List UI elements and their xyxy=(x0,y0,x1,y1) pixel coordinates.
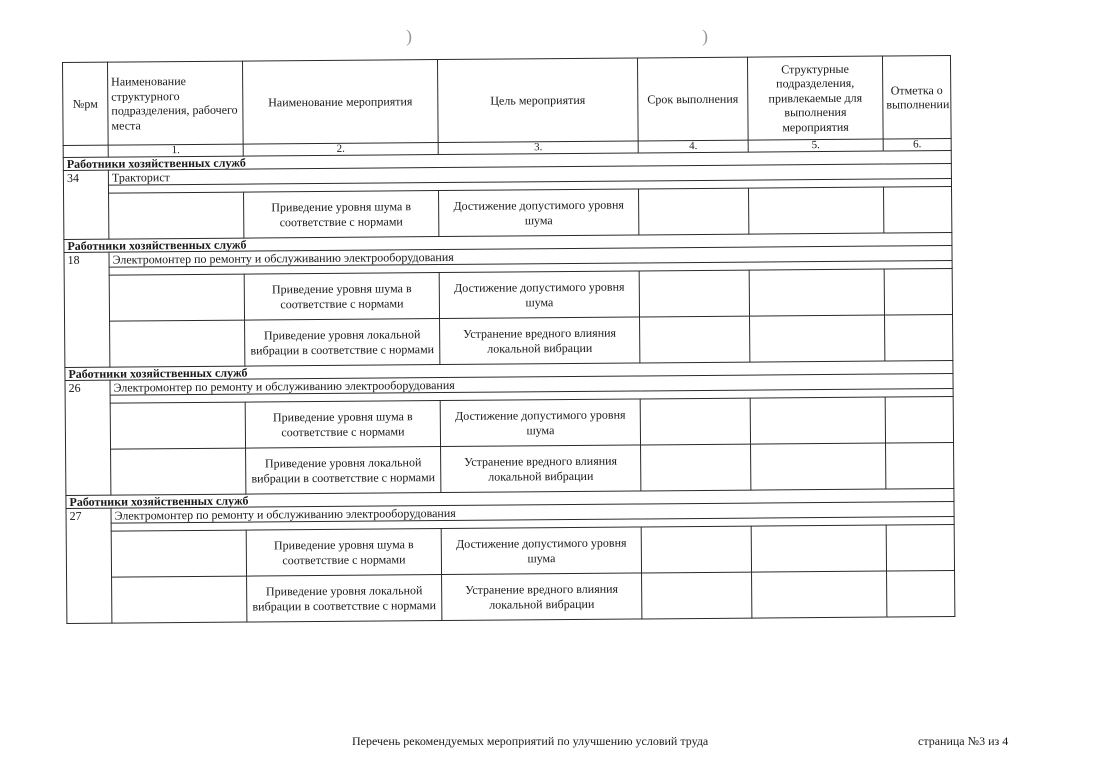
activity-row xyxy=(64,187,952,240)
activity-name: Приведение уровня шума в соответствие с нормами xyxy=(244,273,439,321)
scan-mark: ) xyxy=(406,26,412,46)
workplace-name: Электромонтер по ремонту и обслуживанию электрооборудования xyxy=(109,246,952,268)
empty-cell xyxy=(111,448,246,495)
group-label: Работники хозяйственных служб xyxy=(64,233,952,253)
activity-goal: Устранение вредного влияния локальной вибрации xyxy=(442,573,642,621)
activity-row xyxy=(65,315,953,368)
empty-cell xyxy=(110,402,245,449)
measures-table xyxy=(62,55,955,624)
departments-cell xyxy=(749,187,884,234)
footer-title: Перечень рекомендуемых мероприятий по улучшению условий труда xyxy=(352,734,709,748)
departments-cell xyxy=(750,397,885,444)
deadline-cell xyxy=(641,444,751,491)
deadline-cell xyxy=(639,188,749,235)
activity-name: Приведение уровня локальной вибрации в соответствие с нормами xyxy=(245,319,440,367)
header-cell: Срок выполнения xyxy=(637,57,748,141)
completion-mark-cell xyxy=(887,571,955,618)
empty-cell xyxy=(109,192,244,239)
activity-goal: Достижение допустимого уровня шума xyxy=(440,399,640,447)
workplace-name: Электромонтер по ремонту и обслуживанию электрооборудования xyxy=(111,502,954,524)
completion-mark-cell xyxy=(885,397,953,444)
activity-name: Приведение уровня шума в соответствие с нормами xyxy=(246,529,441,577)
empty-cell xyxy=(110,320,245,367)
activity-row xyxy=(67,571,955,624)
activity-goal: Достижение допустимого уровня шума xyxy=(439,271,639,319)
completion-mark-cell xyxy=(886,443,954,490)
empty-cell xyxy=(111,530,246,577)
column-number: 2. xyxy=(243,143,438,157)
completion-mark-cell xyxy=(886,525,954,572)
header-cell: Цель мероприятия xyxy=(437,58,638,143)
activity-row xyxy=(66,525,954,578)
workplace-number: 34 xyxy=(63,170,109,239)
activity-goal: Достижение допустимого уровня шума xyxy=(439,189,639,237)
deadline-cell xyxy=(640,316,750,363)
deadline-cell xyxy=(641,526,751,573)
activity-name: Приведение уровня шума в соответствие с нормами xyxy=(245,401,440,449)
completion-mark-cell xyxy=(885,315,953,362)
workplace-number: 18 xyxy=(64,252,110,367)
activity-name: Приведение уровня шума в соответствие с нормами xyxy=(244,191,439,239)
header-cell: Наименование структурного подразделения, рабочего места xyxy=(108,61,244,145)
header-cell: Структурные подразделения, привлекаемые для выполнения мероприятия xyxy=(747,56,883,140)
activity-row xyxy=(65,397,953,450)
activity-name: Приведение уровня локальной вибрации в соответствие с нормами xyxy=(246,447,441,495)
header-cell: Отметка о выполнении xyxy=(882,56,951,140)
deadline-cell xyxy=(639,270,749,317)
group-label: Работники хозяйственных служб xyxy=(65,361,953,381)
activity-row xyxy=(66,443,954,496)
page-number: страница №3 из 4 xyxy=(918,734,1009,748)
departments-cell xyxy=(751,525,886,572)
column-number: 1. xyxy=(108,144,243,157)
deadline-cell xyxy=(642,572,752,619)
column-number: 5. xyxy=(748,139,883,152)
column-number: 6. xyxy=(883,139,951,152)
document-page xyxy=(62,55,954,624)
column-number: 3. xyxy=(438,141,638,155)
completion-mark-cell xyxy=(884,269,952,316)
column-number xyxy=(63,145,108,157)
scan-mark: ) xyxy=(702,26,708,46)
group-label: Работники хозяйственных служб xyxy=(63,151,951,171)
departments-cell xyxy=(749,269,884,316)
column-number: 4. xyxy=(638,140,748,153)
workplace-number: 26 xyxy=(65,380,111,495)
group-label: Работники хозяйственных служб xyxy=(66,489,954,509)
departments-cell xyxy=(751,443,886,490)
activity-goal: Устранение вредного влияния локальной вибрации xyxy=(441,445,641,493)
workplace-name: Тракторист xyxy=(108,164,951,186)
activity-name: Приведение уровня локальной вибрации в соответствие с нормами xyxy=(247,575,442,623)
header-row xyxy=(63,56,952,146)
header-cell: Наименование мероприятия xyxy=(242,60,438,145)
completion-mark-cell xyxy=(884,187,952,234)
empty-cell xyxy=(109,274,244,321)
activity-row xyxy=(64,269,952,322)
deadline-cell xyxy=(640,398,750,445)
departments-cell xyxy=(750,315,885,362)
table-body xyxy=(63,56,955,624)
workplace-number: 27 xyxy=(66,508,112,623)
activity-goal: Достижение допустимого уровня шума xyxy=(441,527,641,575)
header-cell: №рм xyxy=(63,62,109,145)
departments-cell xyxy=(752,571,887,618)
workplace-name: Электромонтер по ремонту и обслуживанию электрооборудования xyxy=(110,374,953,396)
empty-cell xyxy=(112,576,247,623)
activity-goal: Устранение вредного влияния локальной вибрации xyxy=(440,317,640,365)
